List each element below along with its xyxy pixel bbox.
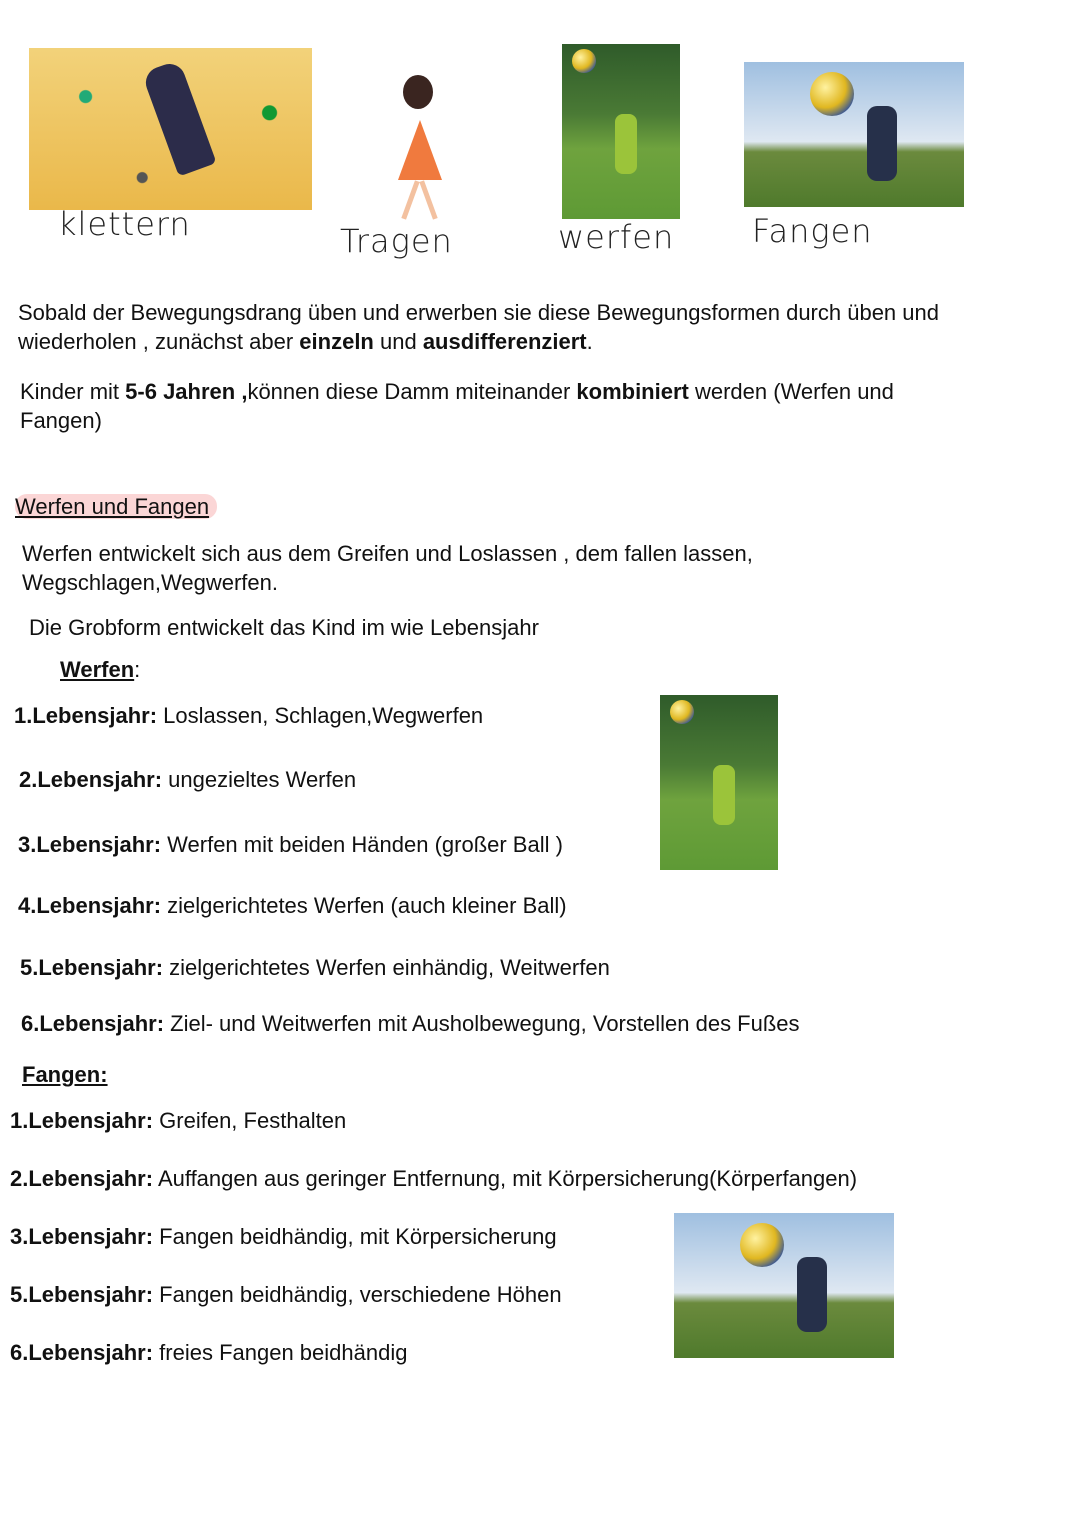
werfen-item: 4.Lebensjahr: zielgerichtetes Werfen (auch kleiner Ball) — [18, 893, 567, 918]
climbing-photo — [29, 48, 312, 210]
fangen-item: 6.Lebensjahr: freies Fangen beidhändig — [10, 1340, 408, 1365]
werfen-item: 6.Lebensjahr: Ziel- und Weitwerfen mit Ausholbewegung, Vorstellen des Fußes — [21, 1011, 800, 1036]
werfen-item: 3.Lebensjahr: Werfen mit beiden Händen (großer Ball ) — [18, 832, 563, 857]
section-heading: Werfen und Fangen — [15, 494, 217, 520]
carrying-illustration — [338, 50, 508, 220]
label-klettern: klettern — [58, 205, 191, 243]
catching-photo-2 — [674, 1213, 894, 1358]
catching-photo — [744, 62, 964, 207]
werfen-item: 2.Lebensjahr: ungezieltes Werfen — [19, 767, 357, 792]
werfen-item: 1.Lebensjahr: Loslassen, Schlagen,Wegwerfen — [14, 703, 484, 728]
intro-paragraph-1: Sobald der Bewegungsdrang üben und erwerben sie diese Bewegungsformen durch üben und wiederholen , zunächst aber einzeln und ausdifferenziert. — [18, 300, 939, 354]
werfen-heading: Werfen: — [60, 657, 141, 682]
intro-paragraph-2: Kinder mit 5-6 Jahren ,können diese Damm miteinander kombiniert werden (Werfen und Fangen) — [20, 379, 894, 433]
throwing-photo-2 — [660, 695, 778, 870]
werfen-item: 5.Lebensjahr: zielgerichtetes Werfen einhändig, Weitwerfen — [20, 955, 610, 980]
throwing-photo — [562, 44, 680, 219]
section-paragraph-1: Werfen entwickelt sich aus dem Greifen und Loslassen , dem fallen lassen, Wegschlagen,Wegwerfen. — [22, 541, 753, 595]
section-paragraph-2: Die Grobform entwickelt das Kind im wie Lebensjahr — [29, 615, 539, 640]
label-tragen: Tragen — [340, 222, 453, 260]
label-werfen: werfen — [558, 218, 675, 256]
fangen-item: 1.Lebensjahr: Greifen, Festhalten — [10, 1108, 347, 1133]
fangen-heading: Fangen: — [22, 1062, 108, 1087]
label-fangen: Fangen — [752, 212, 873, 250]
fangen-item: 5.Lebensjahr: Fangen beidhändig, verschiedene Höhen — [10, 1282, 562, 1307]
fangen-item: 2.Lebensjahr: Auffangen aus geringer Entfernung, mit Körpersicherung(Körperfangen) — [10, 1166, 858, 1191]
fangen-item: 3.Lebensjahr: Fangen beidhändig, mit Körpersicherung — [10, 1224, 557, 1249]
